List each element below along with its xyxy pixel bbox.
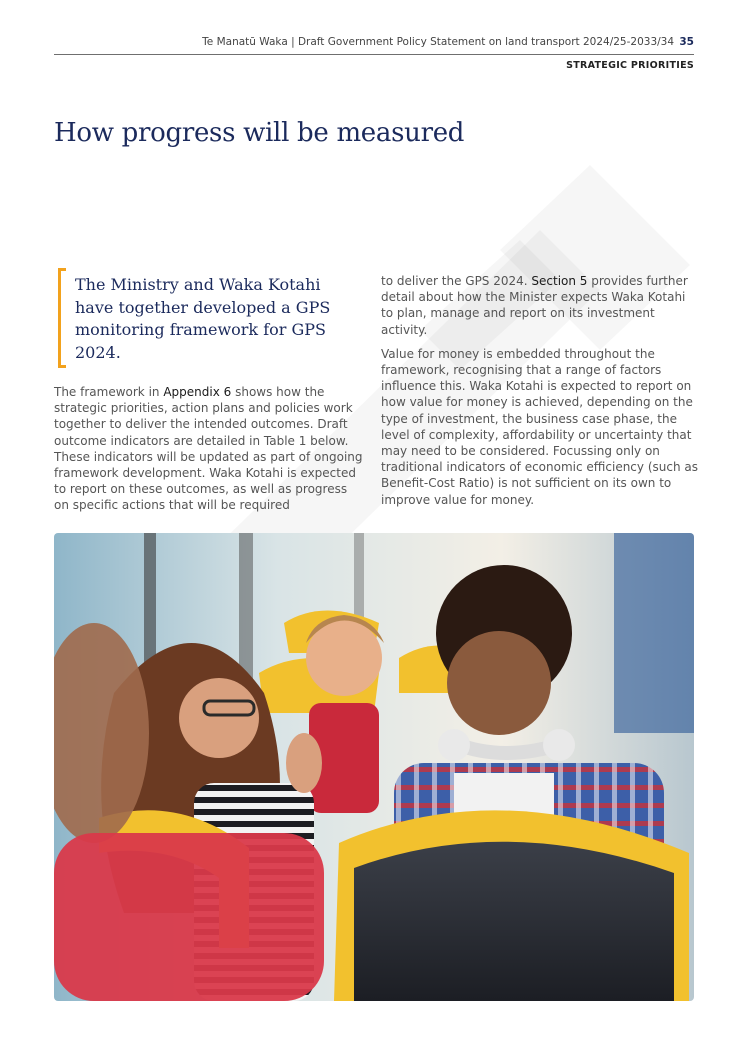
pullquote [58,268,358,370]
section-5-link[interactable]: Section 5 [531,274,588,288]
page-number: 35 [679,36,694,48]
left-paragraph [54,384,364,514]
appendix-6-link[interactable]: Appendix 6 [163,385,232,399]
right-paragraph-2: Value for money is embedded throughout the framework, recognising that a range of factors influence this. Waka Kotahi is expected to report on how value for money is achieved, depending on the type of investment, the business case phase, the level of complexity, affordability or uncertainty that may need to be considered. Focussing only on traditional indicators of economic efficiency (such as Benefit-Cost Ratio) is not sufficient on its own to improve value for money. [381,346,698,507]
right-column-text [381,273,701,508]
left-text-b: shows how the strategic priorities, action plans and policies work together to deliver the intended outcomes. Draft outcome indicators are detailed in Table 1 below. These indicators will be updated as part of ongoing framework development. Waka Kotahi is expected to report on these outcomes, as well as progress on specific actions that will be required [54,385,363,513]
pullquote-bracket [58,268,66,368]
page-title: How progress will be measured [54,118,465,148]
left-text-a: The framework in [54,385,164,399]
right-text-a: to deliver the GPS 2024. [381,274,532,288]
bus-passengers-photo [54,533,694,1001]
left-column-text [54,384,364,514]
section-label: STRATEGIC PRIORITIES [566,60,694,71]
header-divider [54,54,694,55]
running-title: Te Manatū Waka | Draft Government Policy Statement on land transport 2024/25-2033/34 [202,36,675,48]
running-header [54,36,694,54]
right-paragraph-1 [381,273,701,338]
right-text-b: provides further detail about how the Minister expects Waka Kotahi to plan, manage and report on its investment activity. [381,274,688,337]
pullquote-text: The Ministry and Waka Kotahi have together developed a GPS monitoring framework for GPS 2024. [75,275,331,362]
